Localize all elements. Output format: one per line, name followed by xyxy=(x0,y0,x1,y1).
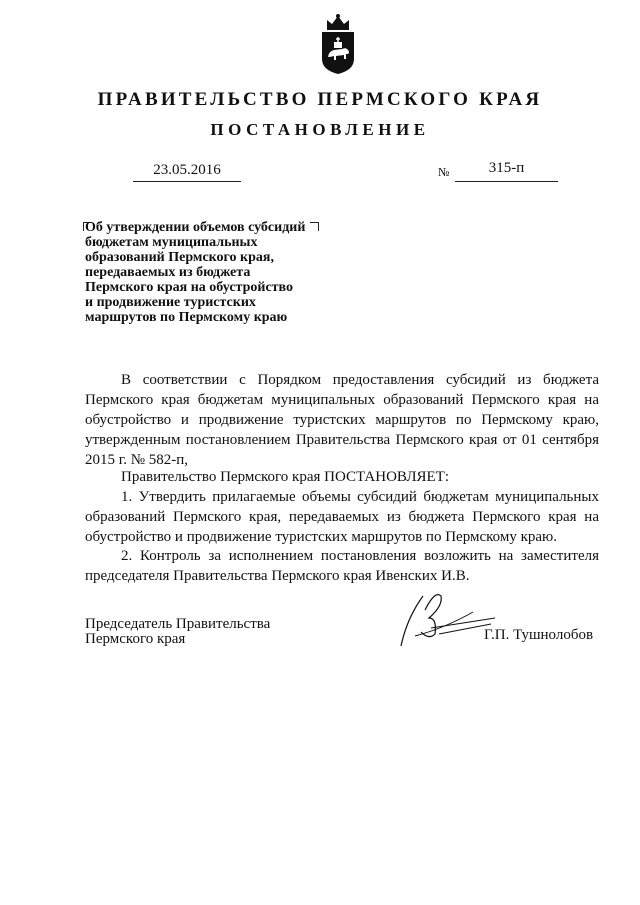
subject-line: Об утверждении объемов субсидий xyxy=(85,220,306,235)
authority-title: ПРАВИТЕЛЬСТВО ПЕРМСКОГО КРАЯ xyxy=(97,89,543,110)
subject-line: бюджетам муниципальных xyxy=(85,235,258,250)
subject-line: маршрутов по Пермскому краю xyxy=(85,310,288,325)
signatory-name: Г.П. Тушнолобов xyxy=(484,627,594,643)
document-type: ПОСТАНОВЛЕНИЕ xyxy=(210,120,430,139)
preamble-paragraph: В соответствии с Порядком предоставления субсидий из бюджета Пермского края бюджетам муниципальных образований Пермского края на обустройство и продвижение туристских маршрутов по Пермскому краю, утвержденным постановлением Правительства Пермского края от 01 сентября 2015 г. № 582-п, xyxy=(85,372,599,468)
clause-1-paragraph: 1. Утвердить прилагаемые объемы субсидий бюджетам муниципальных образований Пермского края, передаваемых из бюджета Пермского края на обустройство и продвижение туристских маршрутов по Пермскому краю. xyxy=(85,489,599,545)
subject-line: образований Пермского края, xyxy=(85,250,274,265)
subject-line: передаваемых из бюджета xyxy=(85,265,251,280)
number-sign: № xyxy=(438,165,450,179)
document-date: 23.05.2016 xyxy=(153,162,221,178)
signatory-position xyxy=(85,617,270,647)
subject-line: и продвижение туристских xyxy=(85,295,256,310)
coat-of-arms-icon xyxy=(319,13,357,75)
subject-line: Пермского края на обустройство xyxy=(85,280,294,295)
document-number: 315-п xyxy=(488,160,525,176)
document-subject xyxy=(85,220,325,325)
number-underline xyxy=(455,180,558,182)
position-line: Пермского края xyxy=(85,631,186,647)
date-underline xyxy=(133,180,241,182)
position-line: Председатель Правительства xyxy=(85,616,271,632)
resolves-paragraph: Правительство Пермского края ПОСТАНОВЛЯЕТ: xyxy=(121,469,450,485)
clause-2-paragraph: 2. Контроль за исполнением постановления возложить на заместителя председателя Правительства Пермского края Ивенских И.В. xyxy=(85,548,599,584)
